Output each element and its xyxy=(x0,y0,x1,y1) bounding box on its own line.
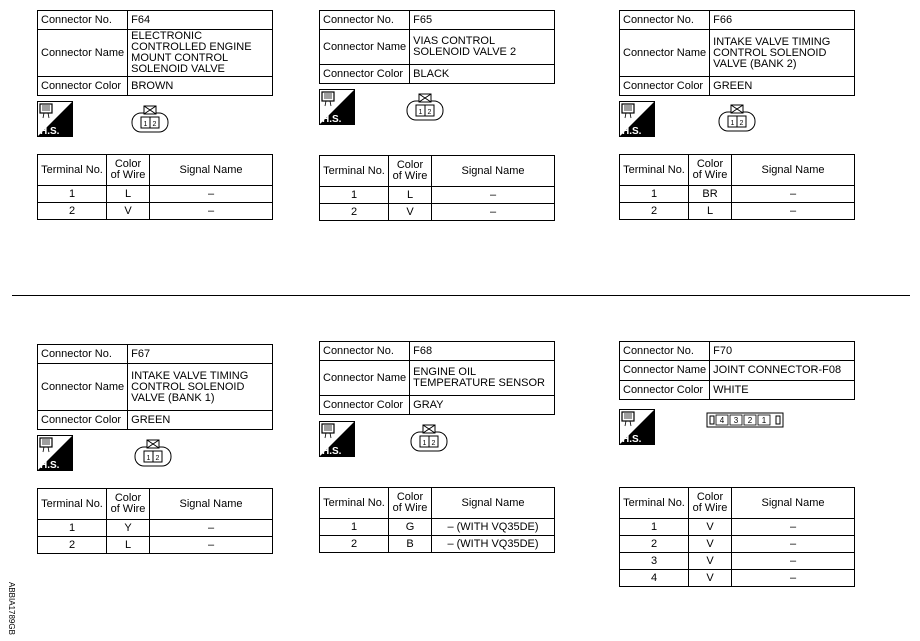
info-row xyxy=(38,364,273,411)
connector-name-value: INTAKE VALVE TIMING CONTROL SOLENOID VALVE (BANK 1) xyxy=(128,364,273,411)
connector-name-value: INTAKE VALVE TIMING CONTROL SOLENOID VALVE (BANK 2) xyxy=(710,30,855,77)
connector-name-label: Connector Name xyxy=(620,30,710,77)
connector-number-label: Connector No. xyxy=(320,11,410,30)
terminal-number: 3 xyxy=(620,553,689,570)
connector-info-table xyxy=(37,344,273,430)
connector-color-value: GREEN xyxy=(128,411,273,430)
terminal-table xyxy=(37,154,273,220)
connector-number-value: F65 xyxy=(410,11,555,30)
pin-label: 1 xyxy=(730,120,735,127)
connector-color-value: GRAY xyxy=(410,396,555,415)
terminal-number: 2 xyxy=(320,536,389,553)
info-row xyxy=(38,411,273,430)
terminal-header-row xyxy=(38,489,273,520)
wire-color-header: Color of Wire xyxy=(689,155,732,186)
pin-label: 1 xyxy=(422,440,427,447)
pin-label: 1 xyxy=(761,416,767,425)
wire-color: L xyxy=(389,187,432,204)
connector-color-value: BLACK xyxy=(410,65,555,84)
signal-name-header: Signal Name xyxy=(732,488,855,519)
signal-name: – (WITH VQ35DE) xyxy=(432,536,555,553)
harness-side-label: H.S. xyxy=(622,434,642,445)
wire-color: V xyxy=(107,203,150,220)
pin-label: 3 xyxy=(733,416,739,425)
connector-name-value: VIAS CONTROL SOLENOID VALVE 2 xyxy=(410,30,555,65)
wire-color: BR xyxy=(689,186,732,203)
two-pin-connector-icon xyxy=(718,104,756,132)
harness-side-icon xyxy=(319,421,355,457)
info-row xyxy=(320,30,555,65)
terminal-no-header: Terminal No. xyxy=(620,488,689,519)
pin-label: 1 xyxy=(146,455,151,462)
terminal-number: 2 xyxy=(620,203,689,220)
connector-color-label: Connector Color xyxy=(320,396,410,415)
signal-name-header: Signal Name xyxy=(732,155,855,186)
connector-color-label: Connector Color xyxy=(320,65,410,84)
harness-side-icon xyxy=(619,101,655,137)
harness-side-icon xyxy=(37,435,73,471)
connector-color-value: WHITE xyxy=(710,381,855,400)
harness-side-icon xyxy=(37,101,73,137)
connector-color-value: BROWN xyxy=(128,77,273,96)
connector-color-value: GREEN xyxy=(710,77,855,96)
pin-label: 2 xyxy=(431,440,436,447)
wire-color: Y xyxy=(107,520,150,537)
terminal-row xyxy=(38,520,273,537)
terminal-row xyxy=(620,519,855,536)
terminal-no-header: Terminal No. xyxy=(320,156,389,187)
signal-name: – xyxy=(732,186,855,203)
terminal-row xyxy=(620,536,855,553)
connector-number-label: Connector No. xyxy=(320,342,410,361)
signal-name: – xyxy=(432,187,555,204)
connector-info-table xyxy=(619,10,855,96)
wire-color-header: Color of Wire xyxy=(689,488,732,519)
info-row xyxy=(320,396,555,415)
connector-info-table xyxy=(319,10,555,84)
connector-number-value: F66 xyxy=(710,11,855,30)
terminal-no-header: Terminal No. xyxy=(38,489,107,520)
pin-label: 2 xyxy=(152,121,157,128)
terminal-row xyxy=(620,203,855,220)
connector-name-label: Connector Name xyxy=(320,30,410,65)
connector-name-label: Connector Name xyxy=(320,361,410,396)
two-pin-connector-icon xyxy=(131,105,169,133)
info-row xyxy=(620,30,855,77)
info-row xyxy=(320,361,555,396)
wire-color: V xyxy=(689,536,732,553)
terminal-table xyxy=(319,155,555,221)
signal-name-header: Signal Name xyxy=(150,155,273,186)
connector-name-value: ELECTRONIC CONTROLLED ENGINE MOUNT CONTROL SOLENOID VALVE xyxy=(128,30,273,77)
wire-color: V xyxy=(389,204,432,221)
connector-color-label: Connector Color xyxy=(620,77,710,96)
terminal-number: 2 xyxy=(320,204,389,221)
info-row xyxy=(38,30,273,77)
info-row xyxy=(38,77,273,96)
terminal-row xyxy=(38,203,273,220)
harness-side-label: H.S. xyxy=(622,126,642,137)
signal-name-header: Signal Name xyxy=(150,489,273,520)
wire-color: V xyxy=(689,553,732,570)
terminal-number: 1 xyxy=(38,520,107,537)
wire-color: V xyxy=(689,570,732,587)
info-row xyxy=(320,342,555,361)
signal-name: – xyxy=(150,520,273,537)
terminal-row xyxy=(320,204,555,221)
info-row xyxy=(620,381,855,400)
terminal-table xyxy=(319,487,555,553)
connector-name-label: Connector Name xyxy=(38,364,128,411)
signal-name: – xyxy=(150,203,273,220)
connector-info-table xyxy=(619,341,855,400)
wire-color-header: Color of Wire xyxy=(389,488,432,519)
wire-color-header: Color of Wire xyxy=(389,156,432,187)
harness-side-icon xyxy=(319,89,355,125)
terminal-no-header: Terminal No. xyxy=(620,155,689,186)
terminal-header-row xyxy=(320,488,555,519)
harness-side-icon xyxy=(619,409,655,445)
connector-color-label: Connector Color xyxy=(38,77,128,96)
two-pin-connector-icon xyxy=(406,93,444,121)
connector-number-value: F70 xyxy=(710,342,855,361)
terminal-number: 2 xyxy=(620,536,689,553)
wire-color: G xyxy=(389,519,432,536)
info-row xyxy=(620,361,855,381)
terminal-number: 2 xyxy=(38,203,107,220)
terminal-number: 1 xyxy=(620,519,689,536)
pin-label: 2 xyxy=(739,120,744,127)
pin-label: 2 xyxy=(155,455,160,462)
connector-name-value: ENGINE OIL TEMPERATURE SENSOR xyxy=(410,361,555,396)
connector-number-label: Connector No. xyxy=(38,11,128,30)
signal-name: – xyxy=(732,570,855,587)
connector-color-label: Connector Color xyxy=(38,411,128,430)
connector-name-label: Connector Name xyxy=(620,361,710,381)
terminal-row xyxy=(620,553,855,570)
wire-color: L xyxy=(689,203,732,220)
terminal-header-row xyxy=(620,155,855,186)
terminal-number: 2 xyxy=(38,537,107,554)
info-row xyxy=(620,342,855,361)
signal-name: – (WITH VQ35DE) xyxy=(432,519,555,536)
info-row xyxy=(320,65,555,84)
wire-color-header: Color of Wire xyxy=(107,155,150,186)
wire-color: B xyxy=(389,536,432,553)
terminal-row xyxy=(620,186,855,203)
signal-name: – xyxy=(732,203,855,220)
connector-number-label: Connector No. xyxy=(620,11,710,30)
connector-number-value: F67 xyxy=(128,345,273,364)
signal-name: – xyxy=(732,553,855,570)
pin-label: 2 xyxy=(747,416,753,425)
connector-number-label: Connector No. xyxy=(38,345,128,364)
terminal-no-header: Terminal No. xyxy=(38,155,107,186)
harness-side-label: H.S. xyxy=(40,126,60,137)
connector-number-value: F68 xyxy=(410,342,555,361)
signal-name-header: Signal Name xyxy=(432,156,555,187)
terminal-number: 1 xyxy=(320,187,389,204)
two-pin-connector-icon xyxy=(134,439,172,467)
info-row xyxy=(38,345,273,364)
terminal-row xyxy=(38,186,273,203)
pin-label: 4 xyxy=(719,416,725,425)
connector-number-value: F64 xyxy=(128,11,273,30)
connector-number-label: Connector No. xyxy=(620,342,710,361)
harness-side-label: H.S. xyxy=(322,446,342,457)
harness-side-label: H.S. xyxy=(322,114,342,125)
connector-info-table xyxy=(37,10,273,96)
signal-name: – xyxy=(732,536,855,553)
wire-color: L xyxy=(107,186,150,203)
terminal-number: 1 xyxy=(320,519,389,536)
figure-code: ABBIA1789GB xyxy=(7,582,16,635)
connector-color-label: Connector Color xyxy=(620,381,710,400)
signal-name: – xyxy=(432,204,555,221)
terminal-number: 4 xyxy=(620,570,689,587)
terminal-header-row xyxy=(620,488,855,519)
four-pin-connector-icon xyxy=(706,412,784,428)
pin-label: 2 xyxy=(427,109,432,116)
info-row xyxy=(620,77,855,96)
terminal-number: 1 xyxy=(38,186,107,203)
two-pin-connector-icon xyxy=(410,424,448,452)
info-row xyxy=(620,11,855,30)
terminal-no-header: Terminal No. xyxy=(320,488,389,519)
signal-name: – xyxy=(732,519,855,536)
signal-name: – xyxy=(150,186,273,203)
connector-name-label: Connector Name xyxy=(38,30,128,77)
wire-color: L xyxy=(107,537,150,554)
pin-label: 1 xyxy=(143,121,148,128)
terminal-row xyxy=(320,519,555,536)
pin-label: 1 xyxy=(418,109,423,116)
connector-info-table xyxy=(319,341,555,415)
terminal-row xyxy=(38,537,273,554)
wire-color-header: Color of Wire xyxy=(107,489,150,520)
info-row xyxy=(38,11,273,30)
terminal-table xyxy=(619,154,855,220)
terminal-row xyxy=(320,187,555,204)
terminal-number: 1 xyxy=(620,186,689,203)
terminal-header-row xyxy=(38,155,273,186)
signal-name: – xyxy=(150,537,273,554)
connector-name-value: JOINT CONNECTOR-F08 xyxy=(710,361,855,381)
terminal-table xyxy=(619,487,855,587)
terminal-row xyxy=(320,536,555,553)
signal-name-header: Signal Name xyxy=(432,488,555,519)
terminal-row xyxy=(620,570,855,587)
terminal-header-row xyxy=(320,156,555,187)
wire-color: V xyxy=(689,519,732,536)
terminal-table xyxy=(37,488,273,554)
section-divider xyxy=(12,295,910,296)
info-row xyxy=(320,11,555,30)
harness-side-label: H.S. xyxy=(40,460,60,471)
